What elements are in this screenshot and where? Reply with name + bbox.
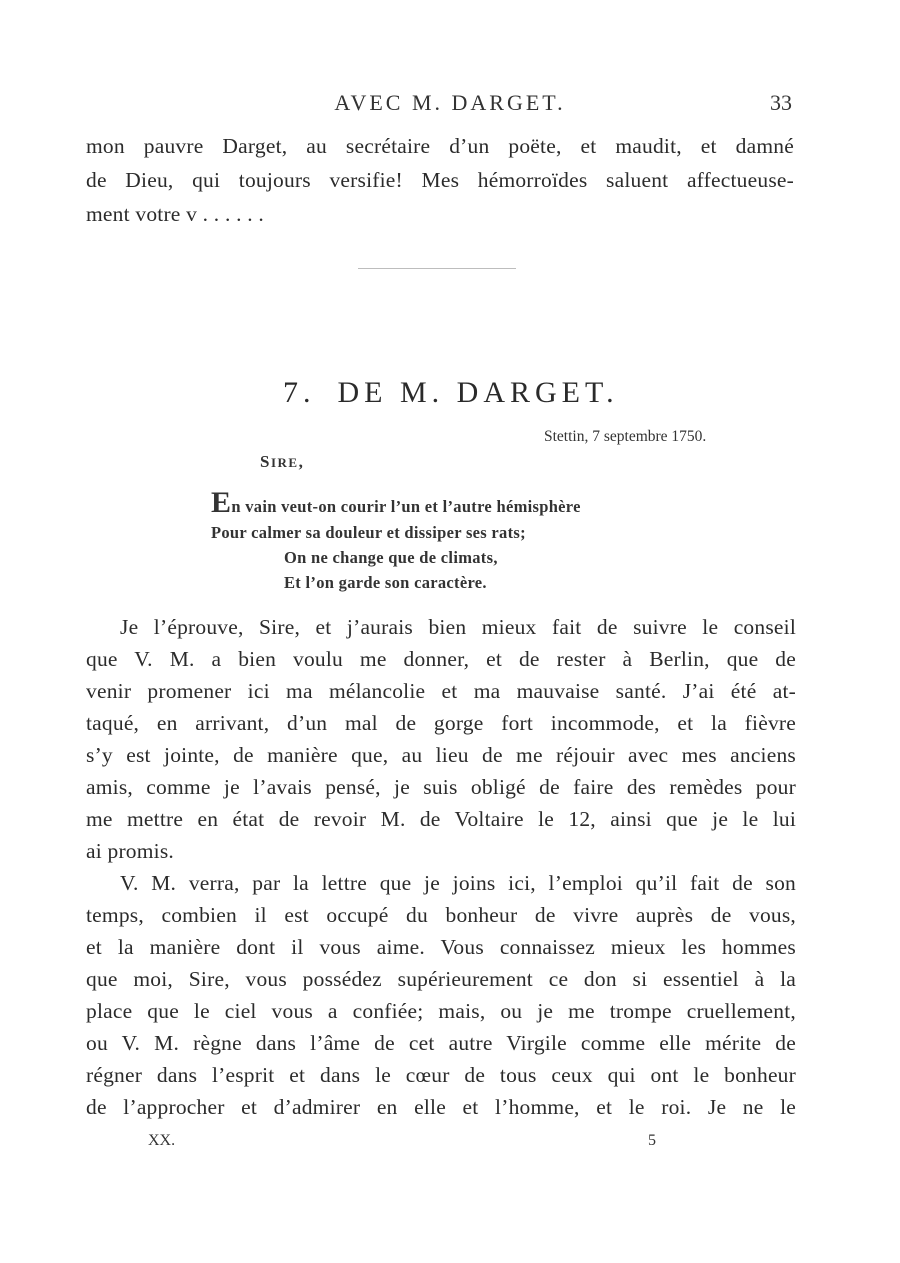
verse-line: Pour calmer sa douleur et dissiper ses rats; [211,523,526,542]
body-line: amis, comme je l’avais pensé, je suis obligé de faire des remèdes pour [86,775,796,799]
body-line: régner dans l’esprit et dans le cœur de tous ceux qui ont le bonheur [86,1063,796,1087]
body-line: que V. M. a bien voulu me donner, et de rester à Berlin, que de [86,647,796,671]
body-line: Je l’éprouve, Sire, et j’aurais bien mieux fait de suivre le conseil [120,615,796,639]
gathering-number: 5 [648,1132,656,1149]
salutation: SIRE, [260,452,305,471]
body-line: place que le ciel vous a confiée; mais, ou je me trompe cruellement, [86,999,796,1023]
section-divider [358,268,516,269]
continuation-line: ment votre v . . . . . . [86,202,264,226]
verse-line: Et l’on garde son caractère. [284,573,487,592]
body-line: venir promener ici ma mélancolie et ma mauvaise santé. J’ai été at- [86,679,796,703]
body-line: me mettre en état de revoir M. de Voltaire le 12, ainsi que je le lui [86,807,796,831]
drop-cap: E [211,486,232,519]
body-line: temps, combien il est occupé du bonheur de vivre auprès de vous, [86,903,796,927]
body-line: que moi, Sire, vous possédez supérieurement ce don si essentiel à la [86,967,796,991]
body-line: ou V. M. règne dans l’âme de cet autre Virgile comme elle mérite de [86,1031,796,1055]
running-title: AVEC M. DARGET. [334,90,566,115]
body-line: et la manière dont il vous aime. Vous connaissez mieux les hommes [86,935,796,959]
letter-heading [283,376,619,410]
continuation-line: mon pauvre Darget, au secrétaire d’un poëte, et maudit, et damné [86,134,794,158]
body-line: ai promis. [86,839,174,863]
body-line: s’y est jointe, de manière que, au lieu de me réjouir avec mes anciens [86,743,796,767]
letter-title: DE M. DARGET. [337,376,619,409]
page-number: 33 [770,90,792,115]
letter-number: 7. [283,376,316,409]
body-line: taqué, en arrivant, d’un mal de gorge fort incommode, et la fièvre [86,711,796,735]
body-line: de l’approcher et d’admirer en elle et l’homme, et le roi. Je ne le [86,1095,796,1119]
continuation-line: de Dieu, qui toujours versifie! Mes hémorroïdes saluent affectueuse- [86,168,794,192]
verse-line: En vain veut-on courir l’un et l’autre hémisphère [211,486,581,519]
body-line: V. M. verra, par la lettre que je joins ici, l’emploi qu’il fait de son [120,871,796,895]
verse-line: On ne change que de climats, [284,548,498,567]
volume-signature: XX. [148,1132,176,1149]
dateline: Stettin, 7 septembre 1750. [544,428,707,445]
